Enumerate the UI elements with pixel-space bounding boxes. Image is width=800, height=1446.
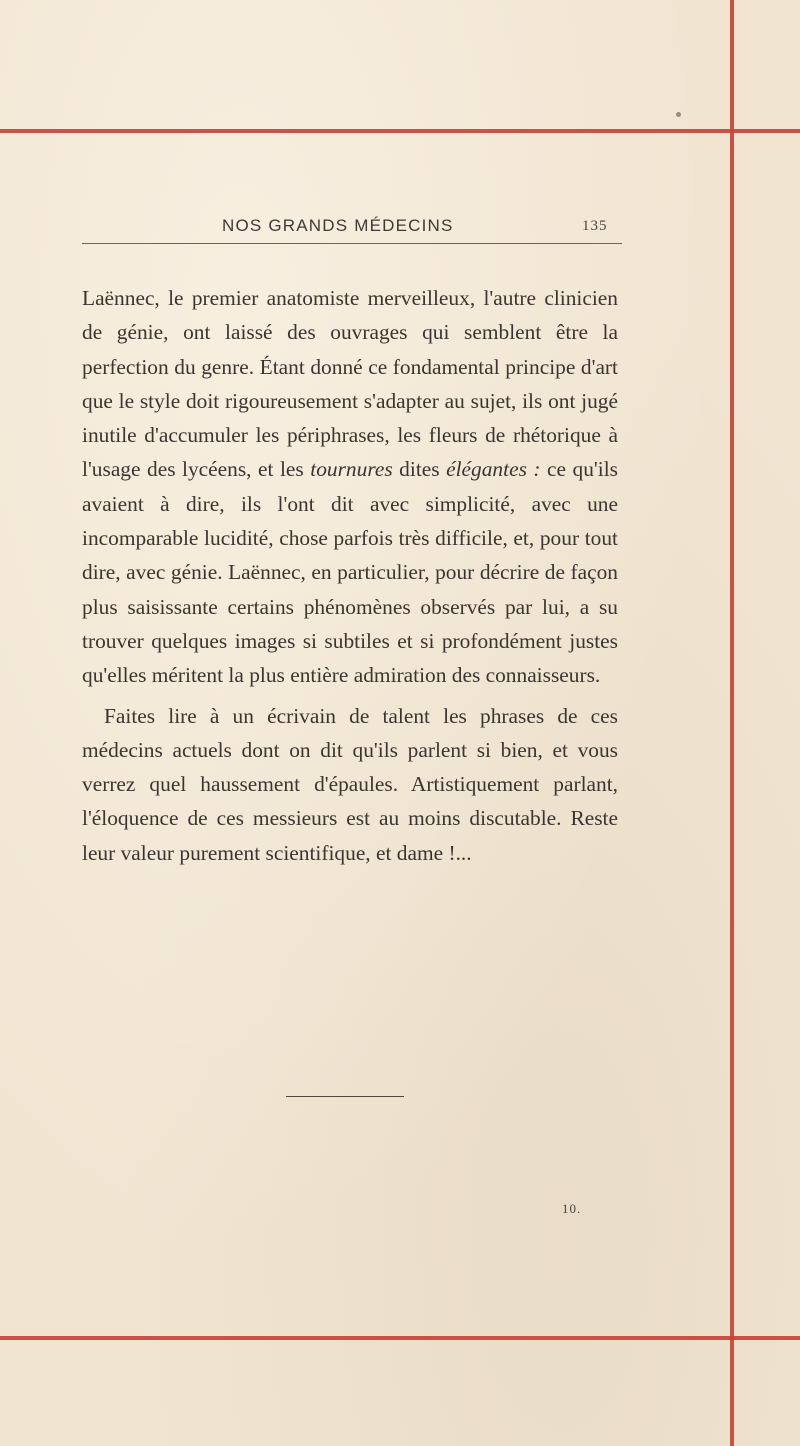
- ink-speck: [676, 112, 681, 117]
- header-rule: [82, 243, 622, 244]
- body-text: [82, 281, 618, 870]
- signature-mark: 10.: [562, 1201, 582, 1216]
- italic-elegantes: élégantes :: [446, 457, 541, 482]
- italic-tournures: tournures: [310, 457, 393, 482]
- bottom-red-rule: [0, 1336, 800, 1340]
- paragraph-1-text-c: ce qu'ils avaient à dire, ils l'ont dit avec simplicité, avec une incomparable lucidité, chose parfois très difficile, et, pour tout dire, avec génie. Laënnec, en particulier, pour décrire de façon plus saisissante certains phénomènes observés par lui, a su trouver quelques images si subtiles et si profondément justes qu'elles méritent la plus entière admiration des connaisseurs.: [82, 457, 618, 688]
- top-red-rule: [0, 129, 800, 133]
- paragraph-2: Faites lire à un écrivain de talent les phrases de ces médecins actuels dont on dit qu'ils parlent si bien, et vous verrez quel haussement d'épaules. Artistiquement parlant, l'éloquence de ces messieurs est au moins discutable. Reste leur valeur purement scientifique, et dame !...: [82, 703, 618, 865]
- running-title: NOS GRANDS MÉDECINS: [222, 216, 454, 235]
- paragraph-1-text-b: dites: [392, 457, 447, 482]
- right-red-rule: [730, 0, 734, 1446]
- end-of-chapter-rule: [286, 1096, 404, 1097]
- paragraph-1: [82, 281, 618, 693]
- page-header: [82, 212, 622, 244]
- paragraph-1-text-a: Laënnec, le premier anatomiste merveilleux, l'autre clinicien de génie, ont laissé des ouvrages qui semblent être la perfection du genre. Étant donné ce fondamental principe d'art que le style doit rigoureusement s'adapter au sujet, ils ont jugé inutile d'accumuler les périphrases, les fleurs de rhétorique à l'usage des lycéens, et les: [82, 286, 618, 482]
- page-number: 135: [582, 218, 608, 234]
